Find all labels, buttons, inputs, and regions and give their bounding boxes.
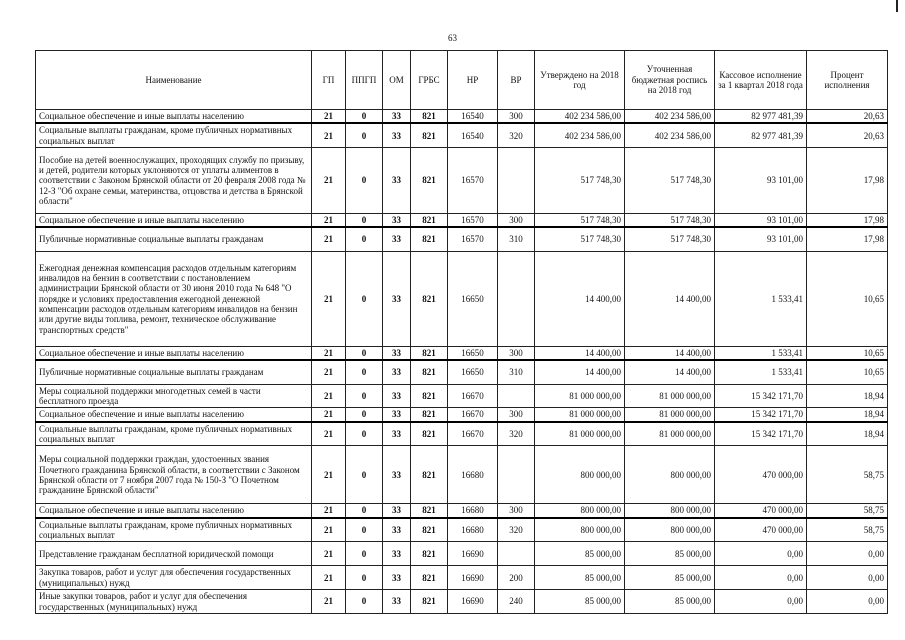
cell-percent: 18,94	[807, 384, 888, 408]
cell-ppgp: 0	[346, 123, 383, 147]
cell-gp: 21	[312, 518, 346, 542]
cell-cash: 93 101,00	[715, 148, 807, 214]
cell-om: 33	[383, 123, 411, 147]
cell-np: 16690	[448, 542, 498, 566]
cell-approved: 81 000 000,00	[535, 408, 625, 422]
cell-ppgp: 0	[346, 148, 383, 214]
cell-np: 16670	[448, 384, 498, 408]
cell-np: 16570	[448, 148, 498, 214]
cell-name: Публичные нормативные социальные выплаты гражданам	[36, 360, 312, 384]
cell-om: 33	[383, 214, 411, 228]
cell-np: 16650	[448, 360, 498, 384]
cell-approved: 85 000,00	[535, 566, 625, 590]
cell-ppgp: 0	[346, 227, 383, 251]
cell-grbs: 821	[411, 446, 448, 504]
cell-gp: 21	[312, 123, 346, 147]
cell-vr: 320	[498, 123, 535, 147]
cell-percent: 0,00	[807, 542, 888, 566]
cell-refined: 800 000,00	[625, 504, 715, 518]
table-row	[36, 360, 888, 384]
cell-vr: 240	[498, 590, 535, 614]
cell-name: Иные закупки товаров, работ и услуг для обеспечения государственных (муниципальных) нужд	[36, 590, 312, 614]
cell-refined: 517 748,30	[625, 227, 715, 251]
cell-np: 16670	[448, 422, 498, 446]
cell-percent: 20,63	[807, 123, 888, 147]
cell-cash: 93 101,00	[715, 227, 807, 251]
table-row	[36, 123, 888, 147]
cell-grbs: 821	[411, 590, 448, 614]
cell-gp: 21	[312, 422, 346, 446]
page-number: 63	[448, 33, 457, 43]
cell-name: Социальное обеспечение и иные выплаты населению	[36, 408, 312, 422]
cell-refined: 85 000,00	[625, 542, 715, 566]
cell-approved: 81 000 000,00	[535, 422, 625, 446]
cell-grbs: 821	[411, 408, 448, 422]
cell-approved: 800 000,00	[535, 504, 625, 518]
cell-refined: 14 400,00	[625, 251, 715, 346]
table-row	[36, 408, 888, 422]
cell-percent: 20,63	[807, 110, 888, 124]
cell-cash: 1 533,41	[715, 360, 807, 384]
cell-gp: 21	[312, 346, 346, 360]
cell-vr: 320	[498, 518, 535, 542]
header-vr: ВР	[498, 51, 535, 110]
header-np: НР	[448, 51, 498, 110]
cell-name: Пособие на детей военнослужащих, проходящих службу по призыву, и детей, родители которых уклоняются от уплаты алиментов в соответствии с Законом Брянской области от 20 февраля 2008 года № 12-З "Об охране семьи, материнства, отцовства и детства в Брянской области"	[36, 148, 312, 214]
cell-percent: 18,94	[807, 408, 888, 422]
cell-name: Меры социальной поддержки граждан, удостоенных звания Почетного гражданина Брянской области, в соответствии с Законом Брянской области от 7 ноября 2007 года № 150-З "О Почетном гражданине Брянской области"	[36, 446, 312, 504]
table-row	[36, 346, 888, 360]
cell-gp: 21	[312, 504, 346, 518]
cell-np: 16650	[448, 346, 498, 360]
cell-approved: 402 234 586,00	[535, 123, 625, 147]
cell-gp: 21	[312, 360, 346, 384]
cell-approved: 81 000 000,00	[535, 384, 625, 408]
cell-cash: 0,00	[715, 590, 807, 614]
cell-gp: 21	[312, 408, 346, 422]
cell-percent: 18,94	[807, 422, 888, 446]
table-row	[36, 422, 888, 446]
cell-gp: 21	[312, 110, 346, 124]
cell-np: 16680	[448, 446, 498, 504]
cell-name: Социальное обеспечение и иные выплаты населению	[36, 346, 312, 360]
table-row	[36, 446, 888, 504]
cell-ppgp: 0	[346, 422, 383, 446]
cell-ppgp: 0	[346, 542, 383, 566]
cell-np: 16650	[448, 251, 498, 346]
table-row	[36, 110, 888, 124]
cell-gp: 21	[312, 542, 346, 566]
cell-percent: 58,75	[807, 446, 888, 504]
table-row	[36, 251, 888, 346]
cell-om: 33	[383, 590, 411, 614]
cell-cash: 1 533,41	[715, 251, 807, 346]
cell-om: 33	[383, 346, 411, 360]
cell-name: Ежегодная денежная компенсация расходов отдельным категориям инвалидов на бензин в соответствии с постановлением администрации Брянской области от 30 июня 2010 года № 648 "О порядке и условиях предоставления ежегодной денежной компенсации расходов отдельным категориям инвалидов на бензин или другие виды топлива, ремонт, техническое обслуживание транспортных средств"	[36, 251, 312, 346]
cell-ppgp: 0	[346, 408, 383, 422]
cell-np: 16690	[448, 590, 498, 614]
cell-percent: 17,98	[807, 148, 888, 214]
cell-grbs: 821	[411, 566, 448, 590]
cell-refined: 517 748,30	[625, 214, 715, 228]
cell-approved: 85 000,00	[535, 542, 625, 566]
cell-approved: 14 400,00	[535, 360, 625, 384]
cell-cash: 470 000,00	[715, 446, 807, 504]
cell-ppgp: 0	[346, 110, 383, 124]
table-row	[36, 148, 888, 214]
cell-om: 33	[383, 408, 411, 422]
cell-ppgp: 0	[346, 346, 383, 360]
cell-cash: 1 533,41	[715, 346, 807, 360]
cell-approved: 402 234 586,00	[535, 110, 625, 124]
header-grbs: ГРБС	[411, 51, 448, 110]
cell-vr	[498, 446, 535, 504]
cell-om: 33	[383, 110, 411, 124]
cell-grbs: 821	[411, 123, 448, 147]
cell-gp: 21	[312, 384, 346, 408]
cell-vr: 300	[498, 346, 535, 360]
cell-gp: 21	[312, 251, 346, 346]
cell-om: 33	[383, 542, 411, 566]
cell-percent: 10,65	[807, 251, 888, 346]
cell-name: Закупка товаров, работ и услуг для обеспечения государственных (муниципальных) нужд	[36, 566, 312, 590]
cell-om: 33	[383, 148, 411, 214]
cell-approved: 14 400,00	[535, 346, 625, 360]
cell-vr: 320	[498, 422, 535, 446]
cell-approved: 517 748,30	[535, 227, 625, 251]
cell-refined: 517 748,30	[625, 148, 715, 214]
cell-refined: 800 000,00	[625, 446, 715, 504]
cell-gp: 21	[312, 590, 346, 614]
cell-vr	[498, 384, 535, 408]
cell-cash: 15 342 171,70	[715, 408, 807, 422]
cell-refined: 800 000,00	[625, 518, 715, 542]
cell-approved: 517 748,30	[535, 148, 625, 214]
cell-cash: 15 342 171,70	[715, 422, 807, 446]
cell-vr: 310	[498, 227, 535, 251]
cell-approved: 800 000,00	[535, 518, 625, 542]
table-row	[36, 214, 888, 228]
cell-grbs: 821	[411, 504, 448, 518]
cell-percent: 0,00	[807, 590, 888, 614]
table-row	[36, 542, 888, 566]
cell-gp: 21	[312, 227, 346, 251]
cell-vr	[498, 251, 535, 346]
cell-grbs: 821	[411, 384, 448, 408]
cell-ppgp: 0	[346, 214, 383, 228]
cell-name: Социальные выплаты гражданам, кроме публичных нормативных социальных выплат	[36, 123, 312, 147]
cell-percent: 17,98	[807, 227, 888, 251]
cell-grbs: 821	[411, 148, 448, 214]
cell-refined: 402 234 586,00	[625, 123, 715, 147]
cell-np: 16570	[448, 214, 498, 228]
cell-name: Меры социальной поддержки многодетных семей в части бесплатного проезда	[36, 384, 312, 408]
cell-om: 33	[383, 384, 411, 408]
table-header-row	[36, 51, 888, 110]
cell-vr: 300	[498, 214, 535, 228]
cell-om: 33	[383, 251, 411, 346]
cell-np: 16570	[448, 227, 498, 251]
cell-refined: 81 000 000,00	[625, 408, 715, 422]
cell-grbs: 821	[411, 110, 448, 124]
header-approved: Утверждено на 2018 год	[535, 51, 625, 110]
cell-approved: 517 748,30	[535, 214, 625, 228]
cell-ppgp: 0	[346, 384, 383, 408]
cell-np: 16540	[448, 110, 498, 124]
cell-np: 16690	[448, 566, 498, 590]
header-refined: Уточненная бюджетная роспись на 2018 год	[625, 51, 715, 110]
cell-ppgp: 0	[346, 360, 383, 384]
cell-name: Социальное обеспечение и иные выплаты населению	[36, 110, 312, 124]
cell-gp: 21	[312, 446, 346, 504]
cell-grbs: 821	[411, 214, 448, 228]
cell-cash: 470 000,00	[715, 504, 807, 518]
cell-name: Социальные выплаты гражданам, кроме публичных нормативных социальных выплат	[36, 422, 312, 446]
cell-cash: 82 977 481,39	[715, 110, 807, 124]
cell-percent: 58,75	[807, 504, 888, 518]
cell-grbs: 821	[411, 518, 448, 542]
cell-ppgp: 0	[346, 590, 383, 614]
cell-percent: 58,75	[807, 518, 888, 542]
cell-om: 33	[383, 422, 411, 446]
cell-om: 33	[383, 518, 411, 542]
cell-refined: 85 000,00	[625, 566, 715, 590]
budget-execution-table	[35, 50, 888, 614]
cell-np: 16670	[448, 408, 498, 422]
cell-approved: 14 400,00	[535, 251, 625, 346]
header-ppgp: ППГП	[346, 51, 383, 110]
cell-vr: 310	[498, 360, 535, 384]
cell-refined: 85 000,00	[625, 590, 715, 614]
table-row	[36, 504, 888, 518]
cell-approved: 800 000,00	[535, 446, 625, 504]
header-name: Наименование	[36, 51, 312, 110]
cell-ppgp: 0	[346, 251, 383, 346]
cell-cash: 15 342 171,70	[715, 384, 807, 408]
cell-cash: 82 977 481,39	[715, 123, 807, 147]
cell-om: 33	[383, 227, 411, 251]
cell-gp: 21	[312, 148, 346, 214]
cell-ppgp: 0	[346, 446, 383, 504]
cell-grbs: 821	[411, 251, 448, 346]
header-om: ОМ	[383, 51, 411, 110]
cell-name: Социальное обеспечение и иные выплаты населению	[36, 504, 312, 518]
cell-grbs: 821	[411, 542, 448, 566]
cell-np: 16680	[448, 518, 498, 542]
cell-cash: 470 000,00	[715, 518, 807, 542]
cell-approved: 85 000,00	[535, 590, 625, 614]
cell-name: Социальное обеспечение и иные выплаты населению	[36, 214, 312, 228]
cell-np: 16680	[448, 504, 498, 518]
cell-name: Социальные выплаты гражданам, кроме публичных нормативных социальных выплат	[36, 518, 312, 542]
cell-percent: 10,65	[807, 346, 888, 360]
cell-ppgp: 0	[346, 566, 383, 590]
cell-grbs: 821	[411, 346, 448, 360]
cell-name: Представление гражданам бесплатной юридической помощи	[36, 542, 312, 566]
cell-refined: 14 400,00	[625, 346, 715, 360]
cell-grbs: 821	[411, 227, 448, 251]
cell-refined: 81 000 000,00	[625, 422, 715, 446]
cell-name: Публичные нормативные социальные выплаты гражданам	[36, 227, 312, 251]
cell-om: 33	[383, 504, 411, 518]
cell-vr: 200	[498, 566, 535, 590]
header-gp: ГП	[312, 51, 346, 110]
cell-vr: 300	[498, 408, 535, 422]
table-row	[36, 518, 888, 542]
cell-grbs: 821	[411, 422, 448, 446]
cell-om: 33	[383, 566, 411, 590]
table-row	[36, 384, 888, 408]
cell-om: 33	[383, 360, 411, 384]
cell-cash: 0,00	[715, 566, 807, 590]
table-row	[36, 227, 888, 251]
cell-vr	[498, 542, 535, 566]
cell-cash: 0,00	[715, 542, 807, 566]
cell-percent: 17,98	[807, 214, 888, 228]
table-row	[36, 566, 888, 590]
cell-vr	[498, 148, 535, 214]
cell-grbs: 821	[411, 360, 448, 384]
page-edge-mark	[896, 0, 898, 12]
cell-refined: 81 000 000,00	[625, 384, 715, 408]
cell-ppgp: 0	[346, 504, 383, 518]
cell-refined: 14 400,00	[625, 360, 715, 384]
cell-gp: 21	[312, 566, 346, 590]
cell-ppgp: 0	[346, 518, 383, 542]
cell-refined: 402 234 586,00	[625, 110, 715, 124]
cell-gp: 21	[312, 214, 346, 228]
table-row	[36, 590, 888, 614]
header-percent: Процент исполнения	[807, 51, 888, 110]
cell-om: 33	[383, 446, 411, 504]
table-body	[36, 110, 888, 614]
cell-cash: 93 101,00	[715, 214, 807, 228]
cell-percent: 10,65	[807, 360, 888, 384]
header-cash: Кассовое исполнение за 1 квартал 2018 года	[715, 51, 807, 110]
cell-vr: 300	[498, 110, 535, 124]
cell-percent: 0,00	[807, 566, 888, 590]
cell-np: 16540	[448, 123, 498, 147]
cell-vr: 300	[498, 504, 535, 518]
